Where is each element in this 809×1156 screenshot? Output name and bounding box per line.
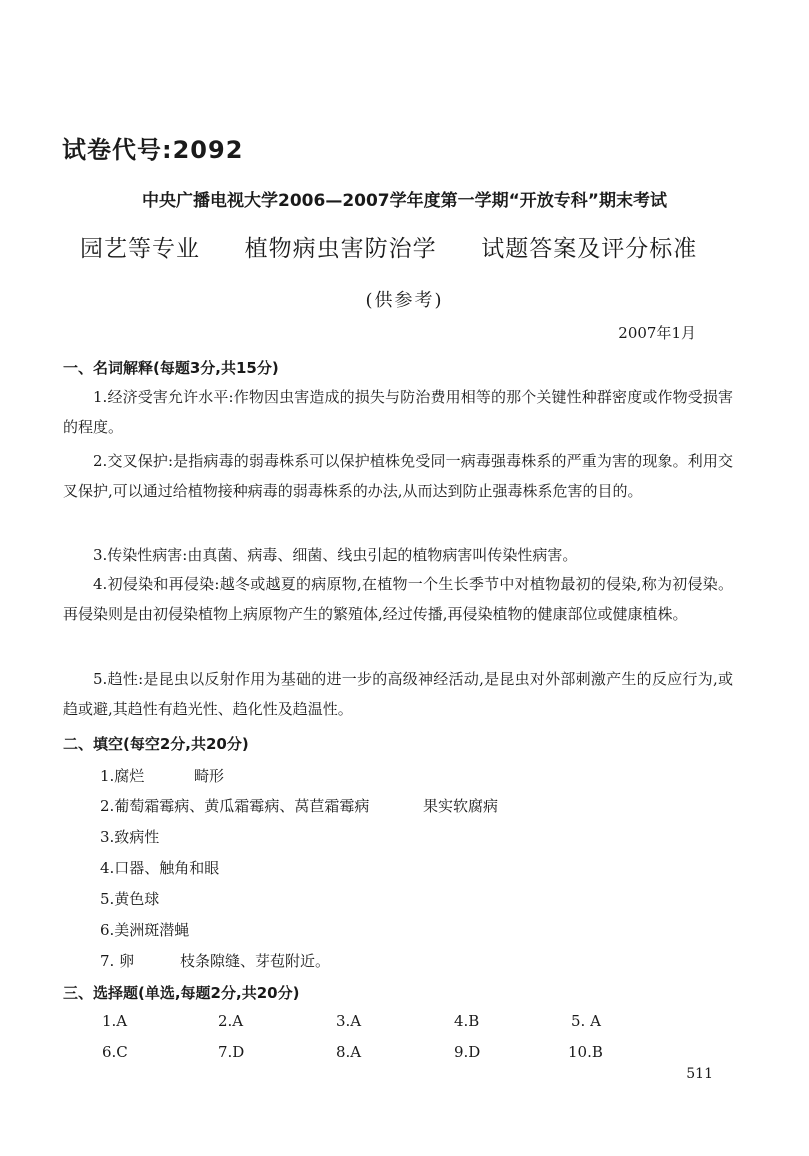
fill-answer: 3.致病性 xyxy=(100,828,160,846)
fill-answer: 畸形 xyxy=(194,767,225,785)
subject-line xyxy=(80,230,697,263)
choice-answer: 6.C xyxy=(102,1043,128,1061)
choice-answer: 1.A xyxy=(102,1012,128,1030)
choice-answer: 7.D xyxy=(218,1043,245,1061)
fill-answer: 果实软腐病 xyxy=(423,797,499,815)
course-name: 植物病虫害防治学 xyxy=(244,236,437,262)
definition-item: 4.初侵染和再侵染:越冬或越夏的病原物,在植物一个生长季节中对植物最初的侵染,称为初侵染。再侵染则是由初侵染植物上病原物产生的繁殖体,经过传播,再侵染植物的健康部位或健康植株。 xyxy=(63,575,733,623)
page-number: 511 xyxy=(686,1066,713,1082)
major-label: 园艺等专业 xyxy=(80,236,200,262)
definition-item: 2.交叉保护:是指病毒的弱毒株系可以保护植株免受同一病毒强毒株系的严重为害的现象。利用交叉保护,可以通过给植物接种病毒的弱毒株系的办法,从而达到防止强毒株系危害的目的。 xyxy=(63,452,733,500)
fill-answer: 6.美洲斑潜蝇 xyxy=(100,921,190,939)
choice-answer: 4.B xyxy=(454,1012,480,1030)
exam-title: 中央广播电视大学2006—2007学年度第一学期“开放专科”期末考试 xyxy=(142,191,667,211)
choice-answer: 5. A xyxy=(571,1012,601,1030)
choice-answer: 9.D xyxy=(454,1043,481,1061)
choice-answer: 3.A xyxy=(336,1012,362,1030)
fill-answer: 7. 卵 xyxy=(100,952,135,970)
reference-note: (供参考) xyxy=(365,290,444,311)
choice-answer: 8.A xyxy=(336,1043,362,1061)
choice-answer: 2.A xyxy=(218,1012,244,1030)
fill-answer: 5.黄色球 xyxy=(100,890,160,908)
document-type: 试题答案及评分标准 xyxy=(481,236,698,262)
section2-title: 二、填空(每空2分,共20分) xyxy=(63,735,249,753)
fill-answer: 2.葡萄霜霉病、黄瓜霜霉病、莴苣霜霉病 xyxy=(100,797,370,815)
section3-title: 三、选择题(单选,每题2分,共20分) xyxy=(63,984,300,1002)
paper-code: 试卷代号:2092 xyxy=(62,136,244,164)
fill-answer: 4.口器、触角和眼 xyxy=(100,859,220,877)
section1-title: 一、名词解释(每题3分,共15分) xyxy=(63,359,279,377)
fill-answer: 1.腐烂 xyxy=(100,767,145,785)
definition-item: 1.经济受害允许水平:作物因虫害造成的损失与防治费用相等的那个关键性种群密度或作物受损害的程度。 xyxy=(63,388,733,436)
definition-item: 3.传染性病害:由真菌、病毒、细菌、线虫引起的植物病害叫传染性病害。 xyxy=(93,546,578,564)
fill-answer: 枝条隙缝、芽苞附近。 xyxy=(180,952,331,970)
definition-item: 5.趋性:是昆虫以反射作用为基础的进一步的高级神经活动,是昆虫对外部刺激产生的反应行为,或趋或避,其趋性有趋光性、趋化性及趋温性。 xyxy=(63,670,733,718)
choice-answer: 10.B xyxy=(568,1043,603,1061)
exam-date: 2007年1月 xyxy=(618,324,696,342)
